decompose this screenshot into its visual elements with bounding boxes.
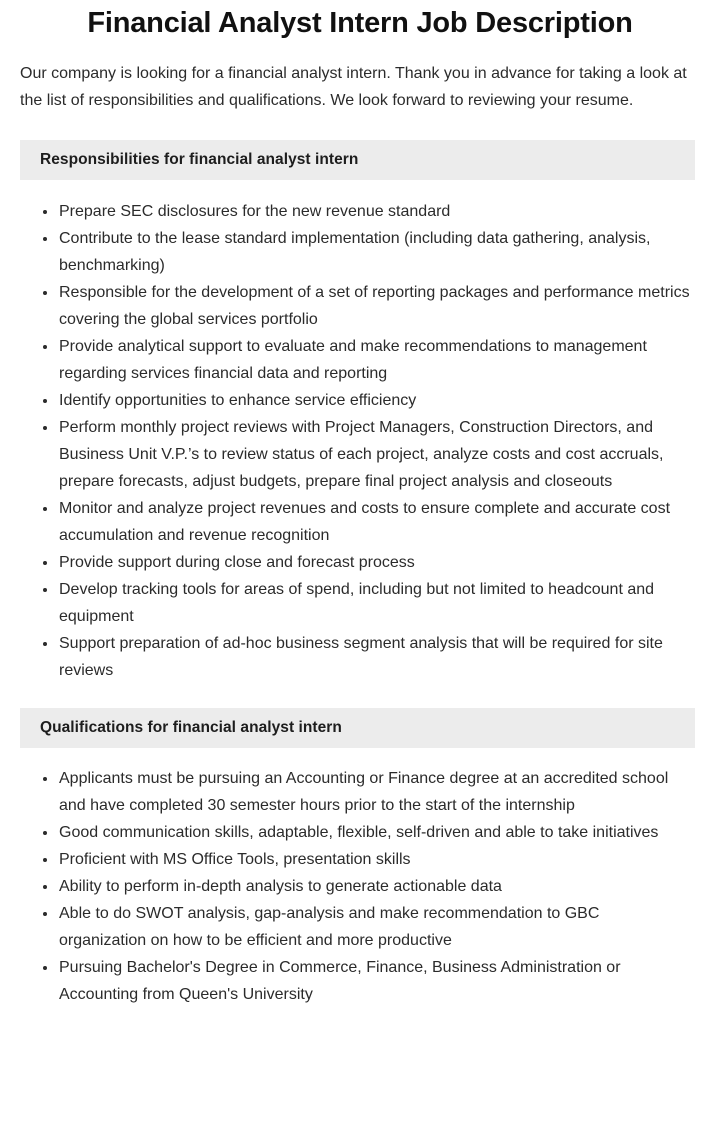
list-item: Provide analytical support to evaluate and make recommendations to management regarding services financial data and reporting — [0, 333, 720, 387]
list-item: Able to do SWOT analysis, gap-analysis and make recommendation to GBC organization on how to be efficient and more productive — [0, 900, 720, 954]
qualifications-heading-band — [20, 708, 695, 748]
list-item: Develop tracking tools for areas of spend, including but not limited to headcount and equipment — [0, 576, 720, 630]
list-item: Ability to perform in-depth analysis to generate actionable data — [0, 873, 720, 900]
list-item: Monitor and analyze project revenues and costs to ensure complete and accurate cost accumulation and revenue recognition — [0, 495, 720, 549]
qualifications-section — [0, 708, 720, 1008]
list-item: Applicants must be pursuing an Accounting or Finance degree at an accredited school and have completed 30 semester hours prior to the start of the internship — [0, 765, 720, 819]
list-item: Proficient with MS Office Tools, presentation skills — [0, 846, 720, 873]
list-item: Perform monthly project reviews with Project Managers, Construction Directors, and Business Unit V.P.’s to review status of each project, analyze costs and cost accruals, prepare forecasts, adjust budgets, prepare final project analysis and closeouts — [0, 414, 720, 495]
list-item: Provide support during close and forecast process — [0, 549, 720, 576]
responsibilities-heading: Responsibilities for financial analyst intern — [40, 151, 359, 168]
bottom-spacer — [0, 1008, 720, 1048]
qualifications-list — [0, 748, 720, 1008]
qualifications-heading: Qualifications for financial analyst intern — [40, 719, 342, 736]
intro-paragraph: Our company is looking for a financial analyst intern. Thank you in advance for taking a look at the list of responsibilities and qualifications. We look forward to reviewing your resume. — [20, 65, 687, 109]
responsibilities-list — [0, 180, 720, 684]
list-item: Prepare SEC disclosures for the new revenue standard — [0, 198, 720, 225]
list-item: Pursuing Bachelor's Degree in Commerce, Finance, Business Administration or Accounting from Queen's University — [0, 954, 720, 1008]
responsibilities-heading-band — [20, 140, 695, 180]
list-item: Support preparation of ad-hoc business segment analysis that will be required for site reviews — [0, 630, 720, 684]
page-title: Financial Analyst Intern Job Description — [87, 7, 633, 39]
list-item: Contribute to the lease standard implementation (including data gathering, analysis, benchmarking) — [0, 225, 720, 279]
list-item: Identify opportunities to enhance service efficiency — [0, 387, 720, 414]
list-item: Responsible for the development of a set of reporting packages and performance metrics covering the global services portfolio — [0, 279, 720, 333]
list-item: Good communication skills, adaptable, flexible, self-driven and able to take initiatives — [0, 819, 720, 846]
responsibilities-section — [0, 140, 720, 684]
